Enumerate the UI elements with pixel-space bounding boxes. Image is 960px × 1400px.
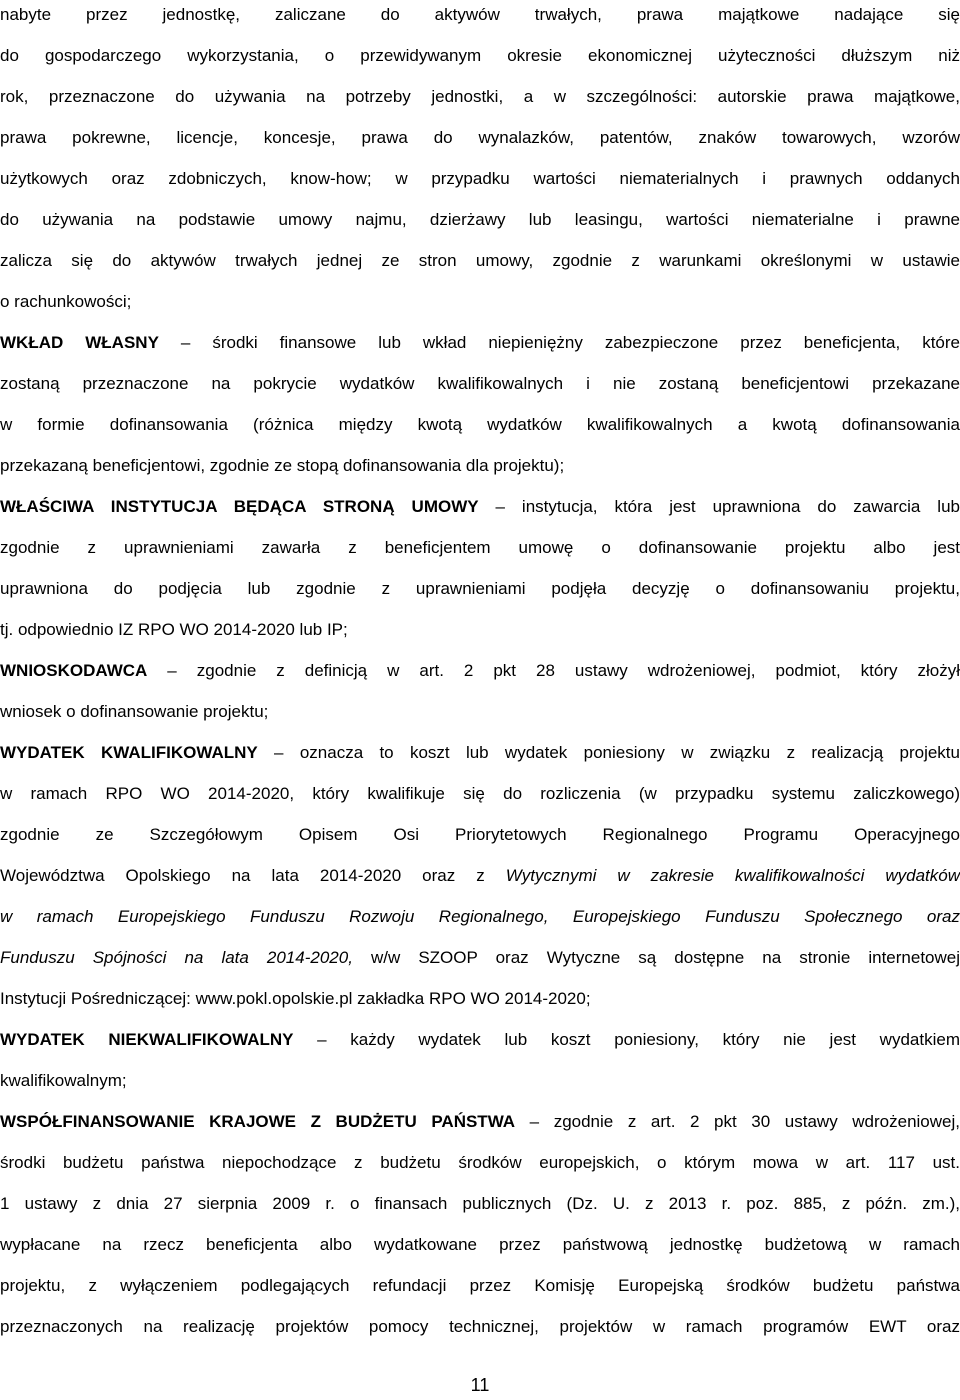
- guidelines-title: Wytycznymi w zakresie kwalifikowalności wydatków: [505, 866, 960, 885]
- term-wydatek-niekwalifikowalny: WYDATEK NIEKWALIFIKOWALNY: [0, 1030, 294, 1049]
- body-line: zostaną przeznaczone na pokrycie wydatków kwalifikowalnych i nie zostaną beneficjentowi przekazane: [0, 374, 960, 393]
- body-line: 1 ustawy z dnia 27 sierpnia 2009 r. o finansach publicznych (Dz. U. z 2013 r. poz. 885, z późn. zm.),: [0, 1194, 960, 1213]
- definition-text: – zgodnie z definicją w art. 2 pkt 28 ustawy wdrożeniowej, podmiot, który złożył: [147, 661, 960, 680]
- body-line: tj. odpowiednio IZ RPO WO 2014-2020 lub IP;: [0, 620, 348, 639]
- term-wlasciwa-instytucja: WŁAŚCIWA INSTYTUCJA BĘDĄCA STRONĄ UMOWY: [0, 497, 479, 516]
- definition-text: – każdy wydatek lub koszt poniesiony, który nie jest wydatkiem: [293, 1030, 960, 1049]
- body-line: kwalifikowalnym;: [0, 1071, 127, 1090]
- body-line: do gospodarczego wykorzystania, o przewidywanym okresie ekonomicznej użyteczności dłuższym niż: [0, 46, 960, 65]
- term-wnioskodawca: WNIOSKODAWCA: [0, 661, 148, 680]
- body-line: zgodnie z uprawnieniami zawarła z beneficjentem umowę o dofinansowanie projektu albo jest: [0, 538, 960, 557]
- definition-wydatek-kwalifikowalny: [0, 738, 960, 768]
- body-line: przekazaną beneficjentowi, zgodnie ze stopą dofinansowania dla projektu);: [0, 456, 565, 475]
- body-line: wniosek o dofinansowanie projektu;: [0, 702, 269, 721]
- term-wklad-wlasny: WKŁAD WŁASNY: [0, 333, 159, 352]
- body-line: Instytucji Pośredniczącej: www.pokl.opolskie.pl zakładka RPO WO 2014-2020;: [0, 989, 591, 1008]
- body-line: prawa pokrewne, licencje, koncesje, prawa do wynalazków, patentów, znaków towarowych, wzorów: [0, 128, 960, 147]
- definition-wlasciwa-instytucja: [0, 492, 960, 522]
- body-line: rok, przeznaczone do używania na potrzeby jednostki, a w szczególności: autorskie prawa majątkowe,: [0, 87, 960, 106]
- body-text: Województwa Opolskiego na lata 2014-2020 oraz z: [0, 866, 506, 885]
- body-line: uprawniona do podjęcia lub zgodnie z uprawnieniami podjęła decyzję o dofinansowaniu projektu,: [0, 579, 960, 598]
- body-line: środki budżetu państwa niepochodzące z budżetu środków europejskich, o którym mowa w art. 117 ust.: [0, 1153, 960, 1172]
- guidelines-title: Funduszu Spójności na lata 2014-2020,: [0, 948, 353, 967]
- body-line: nabyte przez jednostkę, zaliczane do aktywów trwałych, prawa majątkowe nadające się: [0, 5, 960, 24]
- body-line: projektu, z wyłączeniem podlegających refundacji przez Komisję Europejską środków budżetu państwa: [0, 1276, 960, 1295]
- body-line: zalicza się do aktywów trwałych jednej ze stron umowy, zgodnie z warunkami określonymi w ustawie: [0, 251, 960, 270]
- guidelines-title: w ramach Europejskiego Funduszu Rozwoju Regionalnego, Europejskiego Funduszu Społecznego oraz: [0, 907, 960, 926]
- definition-wspolfinansowanie-krajowe: [0, 1107, 960, 1137]
- definition-wnioskodawca: [0, 656, 960, 686]
- body-line: do używania na podstawie umowy najmu, dzierżawy lub leasingu, wartości niematerialne i prawne: [0, 210, 960, 229]
- term-wydatek-kwalifikowalny: WYDATEK KWALIFIKOWALNY: [0, 743, 258, 762]
- definition-text: – instytucja, która jest uprawniona do zawarcia lub: [478, 497, 960, 516]
- body-line: w formie dofinansowania (różnica między kwotą wydatków kwalifikowalnych a kwotą dofinansowania: [0, 415, 960, 434]
- body-line: [0, 943, 960, 973]
- body-line: [0, 861, 960, 891]
- definition-wklad-wlasny: [0, 328, 960, 358]
- definition-text: – oznacza to koszt lub wydatek poniesiony w związku z realizacją projektu: [257, 743, 960, 762]
- body-line: wypłacane na rzecz beneficjenta albo wydatkowane przez państwową jednostkę budżetową w ramach: [0, 1235, 960, 1254]
- body-line: przeznaczonych na realizację projektów pomocy technicznej, projektów w ramach programów EWT oraz: [0, 1317, 960, 1336]
- definition-text: – środki finansowe lub wkład niepieniężny zabezpieczone przez beneficjenta, które: [158, 333, 960, 352]
- definition-wydatek-niekwalifikowalny: [0, 1025, 960, 1055]
- definition-text: – zgodnie z art. 2 pkt 30 ustawy wdrożeniowej,: [515, 1112, 960, 1131]
- body-line: zgodnie ze Szczegółowym Opisem Osi Priorytetowych Regionalnego Programu Operacyjnego: [0, 825, 960, 844]
- body-line: w ramach RPO WO 2014-2020, który kwalifikuje się do rozliczenia (w przypadku systemu zaliczkowego): [0, 784, 960, 803]
- body-text: w/w SZOOP oraz Wytyczne są dostępne na stronie internetowej: [352, 948, 960, 967]
- body-line: o rachunkowości;: [0, 292, 132, 311]
- page-number: 11: [470, 1375, 490, 1395]
- body-line: użytkowych oraz zdobniczych, know-how; w przypadku wartości niematerialnych i prawnych oddanych: [0, 169, 960, 188]
- term-wspolfinansowanie-krajowe: WSPÓŁFINANSOWANIE KRAJOWE Z BUDŻETU PAŃSTWA: [0, 1112, 516, 1131]
